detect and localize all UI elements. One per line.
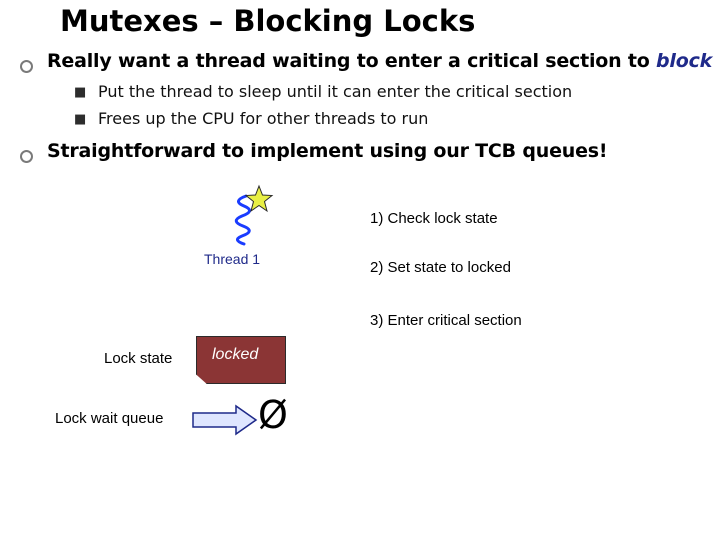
bullet-1 <box>47 50 712 72</box>
lock-wait-queue-label: Lock wait queue <box>55 410 164 427</box>
sub-bullet-2: Frees up the CPU for other threads to run <box>98 109 429 128</box>
star-icon <box>244 184 274 214</box>
bullet-circle-icon <box>20 60 33 73</box>
bullet-circle-icon <box>20 150 33 163</box>
step-1: 1) Check lock state <box>370 210 498 227</box>
lock-state-label: Lock state <box>104 350 173 367</box>
bullet-1-text: Really want a thread waiting to enter a critical section to <box>47 50 657 72</box>
lock-state-value: locked <box>212 346 259 363</box>
empty-queue-symbol: Ø <box>258 393 288 437</box>
right-arrow-icon <box>192 404 258 436</box>
slide-title: Mutexes – Blocking Locks <box>60 4 476 38</box>
bullet-1-emphasis: block <box>656 50 713 72</box>
sub-bullet-square-icon: ■ <box>74 112 87 127</box>
bullet-2: Straightforward to implement using our TCB queues! <box>47 140 608 162</box>
step-2: 2) Set state to locked <box>370 259 511 276</box>
sub-bullet-1: Put the thread to sleep until it can enter the critical section <box>98 82 573 101</box>
thread-label: Thread 1 <box>204 251 261 267</box>
sub-bullet-square-icon: ■ <box>74 85 87 100</box>
step-3: 3) Enter critical section <box>370 312 522 329</box>
